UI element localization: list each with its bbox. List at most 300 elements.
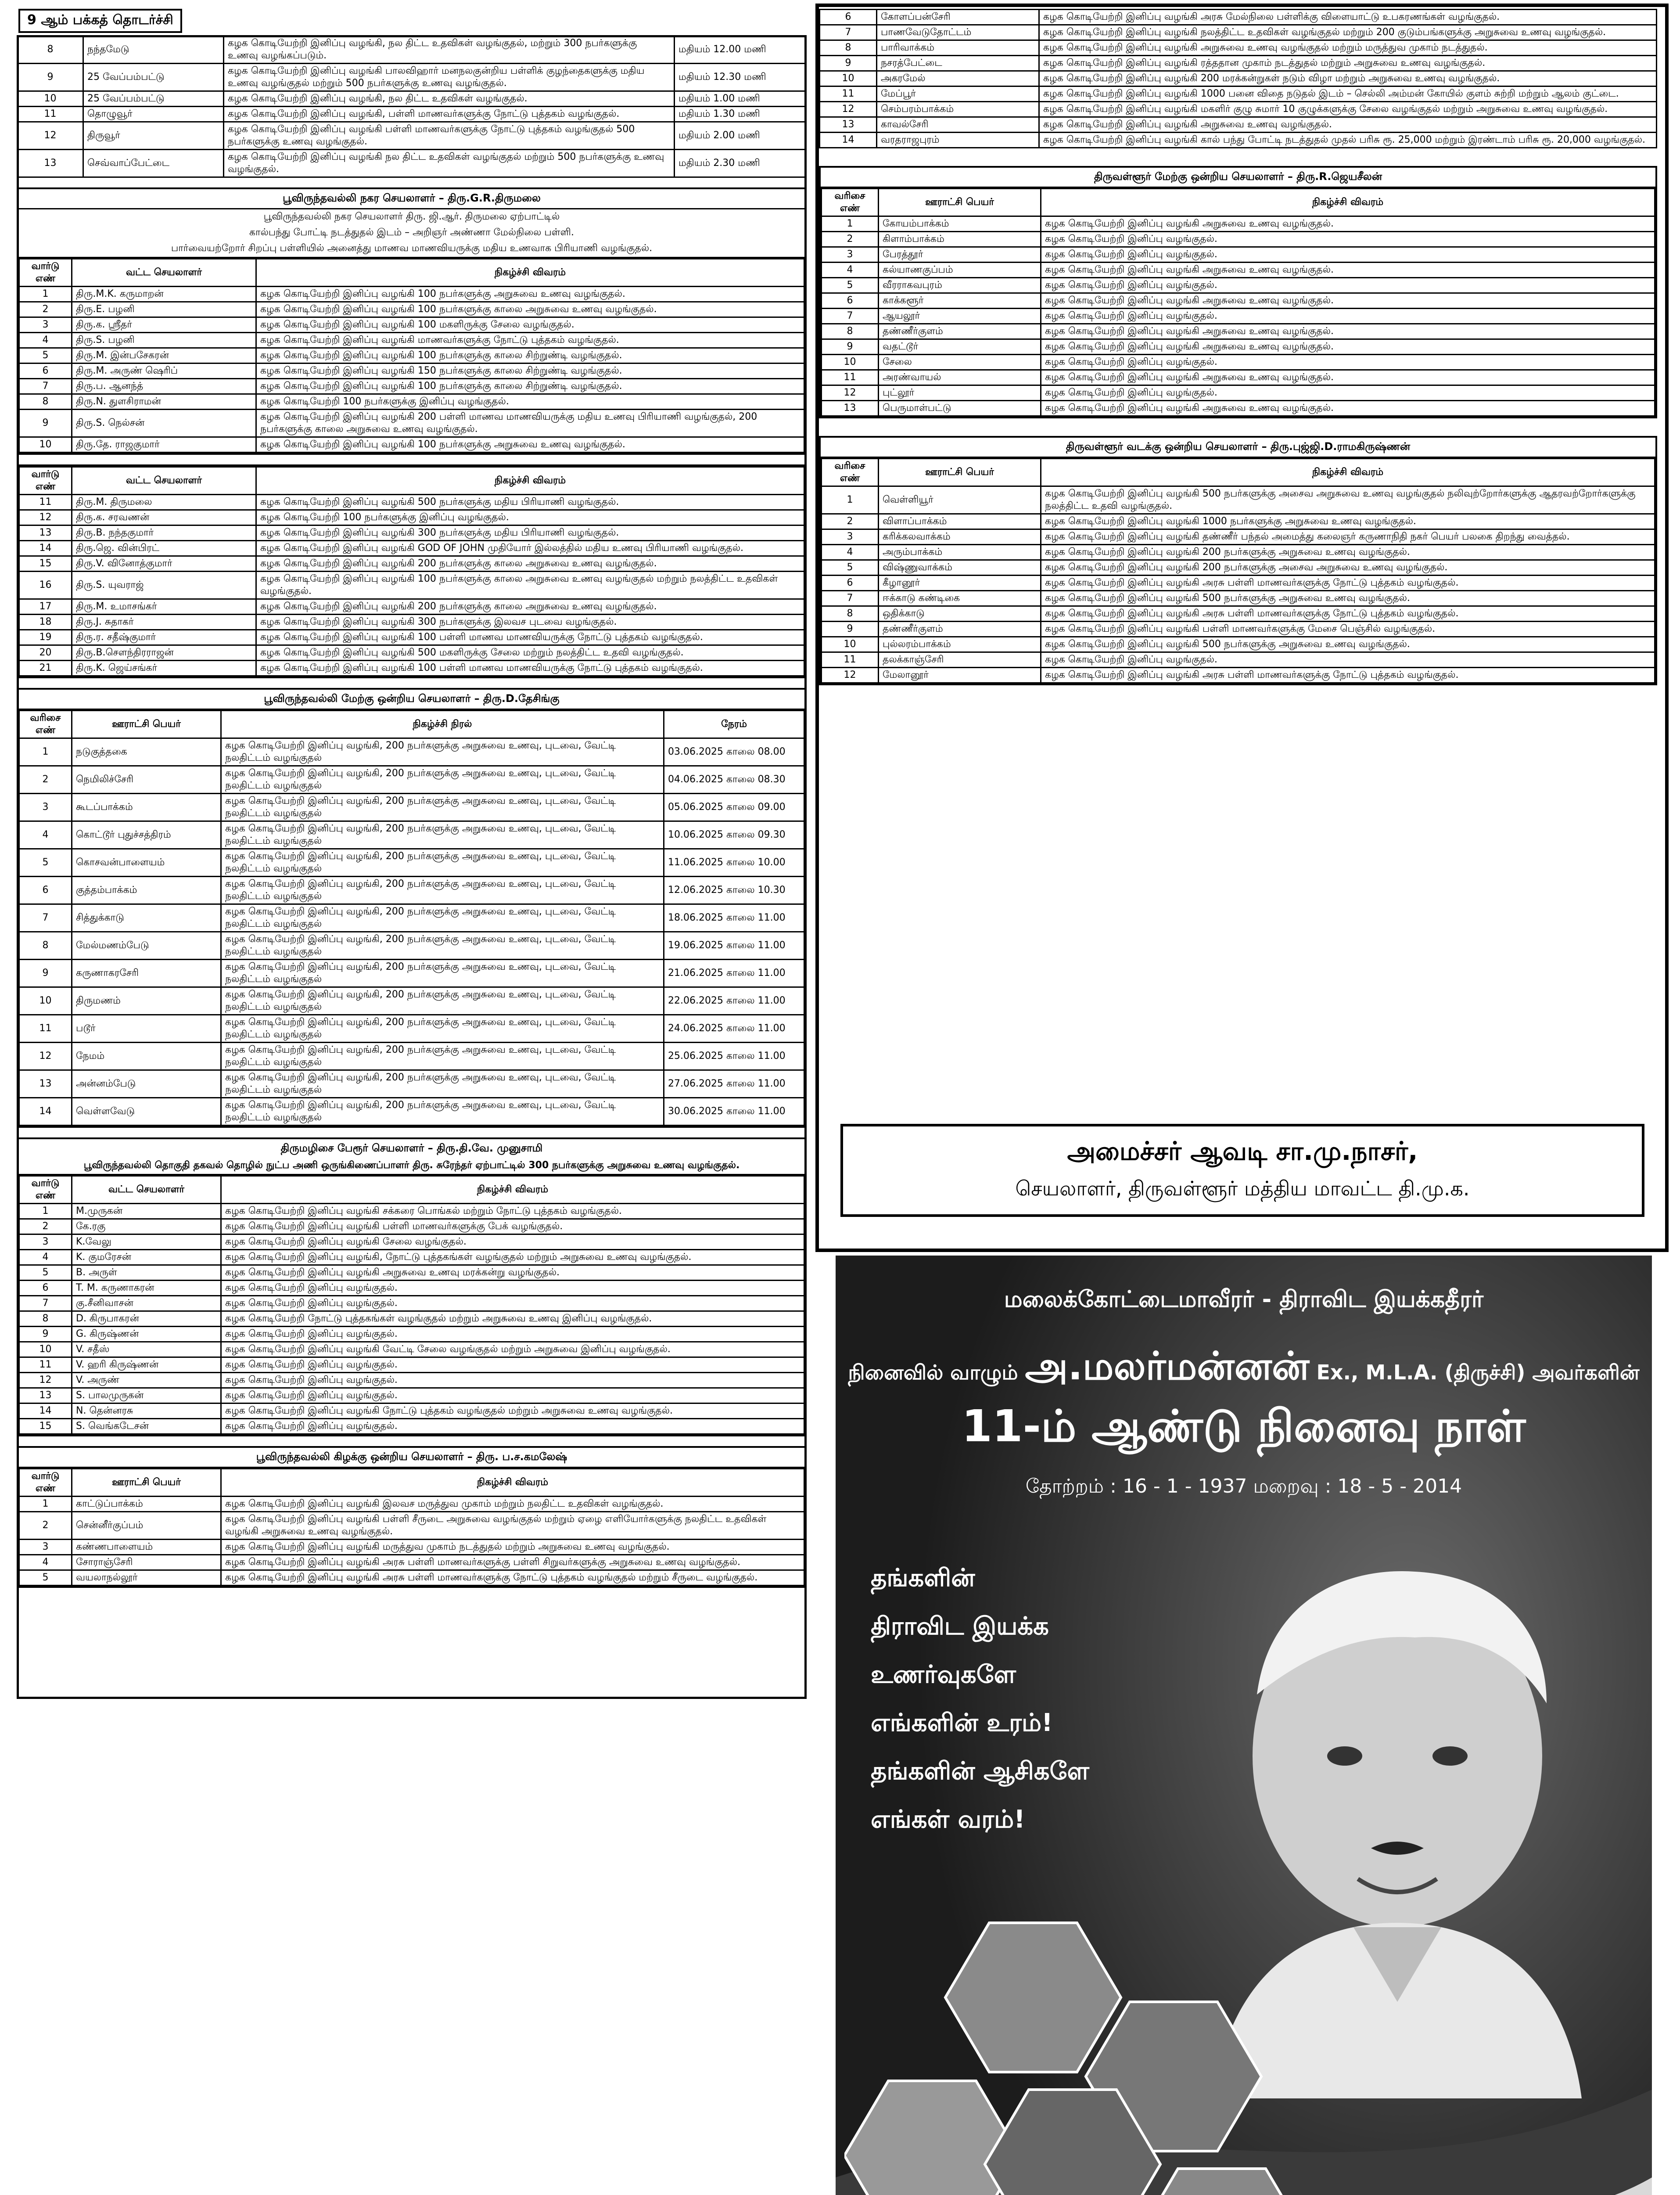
table-cell: கிளாம்பாக்கம் [879,232,1041,247]
table-row [822,232,1655,247]
col-header: வட்ட செயலாளர் [72,259,256,287]
table-cell: 03.06.2025 காலை 08.00 [664,738,804,766]
table-cell: படூர் [72,1015,221,1043]
table-cell: கழக கொடியேற்றி இனிப்பு வழங்குதல். [1041,385,1655,401]
table-row [18,64,806,91]
table-row [19,1296,804,1311]
table-row [19,437,804,453]
table-cell: 10 [822,355,879,370]
table-cell: கழக கொடியேற்றி இனிப்பு வழங்கி, 200 நபர்களுக்கு அறுசுவை உணவு, புடவை, வேட்டி நலதிட்டம் வழங்குதல் [221,877,664,904]
table-cell: 4 [19,1555,72,1570]
table-cell: திரு.J. சுதாகர் [72,615,256,630]
table-row [820,102,1657,117]
table-cell: கழக கொடியேற்றி 100 நபர்களுக்கு இனிப்பு வழங்குதல். [256,510,804,525]
table-cell: திரு.K. ஜெய்சங்கர் [72,661,256,676]
col-header: ஊராட்சி பெயர் [72,711,221,738]
col-header: வார்டு எண் [19,259,72,287]
table-row [820,10,1657,25]
table-row [822,637,1655,652]
ad-honoree-name: அ.மலர்மன்னன் [1025,1343,1310,1389]
section-wards-11-21 [17,464,807,678]
table-cell: பேரத்தூர் [879,247,1041,263]
table-row [19,410,804,437]
table-cell: 5 [19,1570,72,1586]
table-cell: கழக கொடியேற்றி இனிப்பு வழங்குதல். [221,1296,804,1311]
table-cell: கழக கொடியேற்றி இனிப்பு வழங்கி பள்ளி மாணவர்களுக்கு நோட்டு புத்தகம் வழங்குதல் 500 நபர்களுக்கு உணவு வழங்குதல். [224,122,675,150]
table-cell: 11 [18,107,83,122]
table-cell: கழக கொடியேற்றி இனிப்பு வழங்கி 500 மகளிருக்கு சேலை மற்றும் நலத்திட்ட உதவி வழங்குதல். [256,645,804,661]
table-cell: 22.06.2025 காலை 11.00 [664,987,804,1015]
table-cell: 5 [19,849,72,877]
table-cell: 7 [19,904,72,932]
table-cell: 3 [19,1234,72,1250]
table-cell: 6 [19,877,72,904]
table-row [19,379,804,394]
table-cell: சேலை [879,355,1041,370]
table-cell: கழக கொடியேற்றி இனிப்பு வழங்கி, 200 நபர்களுக்கு அறுசுவை உணவு, புடவை, வேட்டி நலதிட்டம் வழங்குதல் [221,849,664,877]
col-header: ஊராட்சி பெயர் [879,189,1041,216]
table-cell: கழக கொடியேற்றி இனிப்பு வழங்கி 100 நபர்களுக்கு காலை அறுசுவை உணவு வழங்குதல். [256,302,804,317]
table-cell: கழக கொடியேற்றி இனிப்பு வழங்கி 100 நபர்களுக்கு காலை சிற்றுண்டி வழங்குதல். [256,348,804,363]
table-row [19,287,804,302]
table-cell: கொசவன்பாளையம் [72,849,221,877]
table-cell: தலக்காஞ்சேரி [879,652,1041,668]
table-cell: B. அருள் [72,1265,221,1281]
table-cell: 5 [19,348,72,363]
table-cell: கழக கொடியேற்றி இனிப்பு வழங்கி 200 நபர்களுக்கு காலை அறுசுவை உணவு வழங்குதல். [256,556,804,572]
table-cell: கழக கொடியேற்றி 100 நபர்களுக்கு இனிப்பு வழங்குதல். [256,394,804,410]
table-cell: மதியம் 12.30 மணி [675,64,806,91]
table-cell: 9 [18,64,83,91]
table-row [822,606,1655,622]
table-cell: கழக கொடியேற்றி நோட்டு புத்தகங்கள் வழங்குதல் மற்றும் அறுசுவை உணவு இனிப்பு வழங்குதல். [221,1311,804,1327]
table-cell: 17 [19,599,72,615]
table-cell: கழக கொடியேற்றி இனிப்பு வழங்கி 200 மரக்கன்றுகள் நடும் விழா மற்றும் அறுசுவை உணவு வழங்குதல். [1039,71,1657,86]
table-cell: 13 [822,401,879,416]
table-cell: சித்துக்காடு [72,904,221,932]
poem-line: உணர்வுகளே [871,1660,1016,1689]
table-cell: 14 [19,541,72,556]
table-cell: கழக கொடியேற்றி இனிப்பு வழங்கி 500 நபர்களுக்கு அசைவ அறுசுவை உணவு வழங்குதல் நலிவுற்றோர்களுக்கு ஆதரவற்றோர்களுக்கு நலத்திட்ட உதவி வழங்குதல். [1041,486,1655,514]
table-cell: மதியம் 2.00 மணி [675,122,806,150]
table-cell: காக்களூர் [879,293,1041,309]
table-row [820,71,1657,86]
table-cell: 8 [822,324,879,339]
table-cell: D. கிருபாகரன் [72,1311,221,1327]
table-cell: 7 [822,591,879,606]
table-cell: கழக கொடியேற்றி இனிப்பு வழங்கி அறுசுவை உணவு வழங்குதல். [1041,339,1655,355]
table-cell: ஒதிக்காடு [879,606,1041,622]
table-row [19,1311,804,1327]
table-row [19,333,804,348]
table-cell: கருணாகரசேரி [72,960,221,987]
col-header: நிகழ்ச்சி விவரம் [256,259,804,287]
table-cell: திரு.E. பழனி [72,302,256,317]
ad-line-2c: Ex., M.L.A. (திருச்சி) அவர்களின் [1316,1360,1640,1384]
table-cell: 5 [822,560,879,576]
table-cell: 9 [822,622,879,637]
table-cell: கழக கொடியேற்றி இனிப்பு வழங்கி பள்ளி சீருடை அறுசுவை வழங்குதல் மற்றும் ஏழை எளியோர்களுக்கு நலதிட்ட உதவிகள் வழங்கி அறுசுவை உணவு வழங்குதல். [221,1512,804,1540]
table-cell: கோளப்பன்சேரி [877,10,1039,25]
section-east-union [17,1446,807,1588]
section-title: பூவிருந்தவல்லி நகர செயலாளர் – திரு.G.R.திருமலை [18,189,805,209]
table-cell: செம்பரம்பாக்கம் [877,102,1039,117]
table-cell: கழக கொடியேற்றி இனிப்பு வழங்கி பாலவிஹார் மனநலகுன்றிய பள்ளிக் குழந்தைகளுக்கு மதிய உணவு வழங்குதல் மற்றும் 500 நபர்களுக்கு உணவு வழங்குதல். [224,64,675,91]
table-cell: கழக கொடியேற்றி இனிப்பு வழங்கி, நல திட்ட உதவிகள் வழங்குதல், மற்றும் 300 நபர்களுக்கு உணவு வழங்கப்படும். [224,36,675,64]
table-cell: கழக கொடியேற்றி இனிப்பு வழங்குதல். [221,1327,804,1342]
table-cell: மதியம் 1.00 மணி [675,91,806,107]
table-cell: ஆயலூர் [879,309,1041,324]
table-cell: 10 [19,987,72,1015]
panchayat-table [821,458,1655,684]
table-row [19,661,804,676]
ward-table [18,466,805,676]
table-row [18,107,806,122]
table-cell: 13 [18,150,83,177]
table-cell: திரு.N. துளசிராமன் [72,394,256,410]
table-cell: 12.06.2025 காலை 10.30 [664,877,804,904]
table-row [822,385,1655,401]
table-cell: 10 [822,637,879,652]
table-cell: 5 [822,278,879,293]
table-cell: 1 [822,216,879,232]
table-row [19,849,804,877]
table-cell: 25 வேப்பம்பட்டு [83,91,224,107]
table-cell: கழக கொடியேற்றி இனிப்பு வழங்கி அரசு பள்ளி மாணவர்களுக்கு நோட்டு புத்தகம் வழங்குதல். [1041,606,1655,622]
section-title: பூவிருந்தவல்லி மேற்கு ஒன்றிய செயலாளர் – திரு.D.தேசிங்கு [18,690,805,710]
col-header: நிகழ்ச்சி விவரம் [221,1176,804,1204]
table-row [19,348,804,363]
table-cell: மதியம் 1.30 மணி [675,107,806,122]
table-cell: மதியம் 2.30 மணி [675,150,806,177]
table-row [19,1265,804,1281]
table-cell: 8 [19,932,72,960]
table-cell: கழக கொடியேற்றி இனிப்பு வழங்கி அறுசுவை உணவு மரக்கன்று வழங்குதல். [221,1265,804,1281]
table-cell: அரண்வாயல் [879,370,1041,385]
table-cell: கொட்டூர் புதுச்சத்திரம் [72,821,221,849]
table-row [19,541,804,556]
schedule-table-continued [819,9,1657,148]
table-cell: கழக கொடியேற்றி இனிப்பு வழங்கி 200 நபர்களுக்கு காலை அறுசுவை உணவு வழங்குதல். [256,599,804,615]
table-cell: 05.06.2025 காலை 09.00 [664,794,804,821]
table-row [19,1373,804,1388]
table-cell: 2 [822,232,879,247]
table-cell: கழக கொடியேற்றி இனிப்பு வழங்குதல். [1041,309,1655,324]
table-cell: 3 [822,247,879,263]
col-header: நிகழ்ச்சி விவரம் [221,1469,804,1497]
table-cell: 14 [820,133,877,148]
table-row [19,1043,804,1070]
ad-line-2 [836,1343,1652,1394]
col-header: நிகழ்ச்சி விவரம் [256,467,804,495]
table-cell: 12 [19,1043,72,1070]
table-row [822,486,1655,514]
table-cell: கழக கொடியேற்றி இனிப்பு வழங்கி, 200 நபர்களுக்கு அறுசுவை உணவு, புடவை, வேட்டி நலதிட்டம் வழங்குதல் [221,738,664,766]
table-cell: திரு.க. ஸ்ரீதர் [72,317,256,333]
col-header: வார்டு எண் [19,1469,72,1497]
table-row [19,1070,804,1098]
table-cell: 12 [820,102,877,117]
table-cell: கழக கொடியேற்றி இனிப்பு வழங்கி அரசு பள்ளி மாணவர்களுக்கு நோட்டு புத்தகம் வழங்குதல். [1041,576,1655,591]
table-row [822,309,1655,324]
col-header: ஊராட்சி பெயர் [72,1469,221,1497]
ward-table [18,258,805,453]
ad-line-2a: நினைவில் வாழும் [848,1360,1018,1384]
table-cell: 1 [822,486,879,514]
table-row [822,247,1655,263]
table-row [19,1512,804,1540]
table-cell: திரு.M. அருண் ஷெரிப் [72,363,256,379]
col-header: நேரம் [664,711,804,738]
table-cell: 13 [19,1388,72,1403]
table-row [822,339,1655,355]
table-cell: கழக கொடியேற்றி இனிப்பு வழங்கி கால் பந்து போட்டி நடத்துதல் முதல் பரிசு ரூ. 25,000 மற்றும் இரண்டாம் பரிசு ரூ. 20,000 வழங்குதல். [1039,133,1657,148]
table-row [19,556,804,572]
table-cell: காவல்சேரி [877,117,1039,133]
table-cell: கழக கொடியேற்றி இனிப்பு வழங்கி GOD OF JOHN முதியோர் இல்லத்தில் மதிய உணவு பிரியாணி வழங்குதல். [256,541,804,556]
table-cell: 3 [822,529,879,545]
table-cell: 25.06.2025 காலை 11.00 [664,1043,804,1070]
table-cell: S. பாலமுருகன் [72,1388,221,1403]
table-row [19,363,804,379]
table-cell: 14 [19,1403,72,1419]
table-cell: வதட்டூர் [879,339,1041,355]
col-header: நிகழ்ச்சி நிரல் [221,711,664,738]
table-cell: கழக கொடியேற்றி இனிப்பு வழங்கி 200 நபர்களுக்கு அறுசுவை உணவு வழங்குதல். [1041,545,1655,560]
table-cell: 4 [19,333,72,348]
table-cell: கழக கொடியேற்றி இனிப்பு வழங்கி அறுசுவை உணவு வழங்குதல். [1041,293,1655,309]
table-row [19,1098,804,1126]
col-header: வட்ட செயலாளர் [72,1176,221,1204]
table-cell: சென்னீர்குப்பம் [72,1512,221,1540]
table-cell: கழக கொடியேற்றி இனிப்பு வழங்கி அரசு மேல்நிலை பள்ளிக்கு விளையாட்டு உபகரணங்கள் வழங்குதல். [1039,10,1657,25]
table-cell: 13 [820,117,877,133]
table-row [19,1219,804,1234]
table-cell: 18 [19,615,72,630]
table-row [19,525,804,541]
table-row [19,1281,804,1296]
table-row [19,794,804,821]
table-cell: 2 [822,514,879,529]
table-cell: 16 [19,572,72,599]
table-row [19,987,804,1015]
table-cell: V. அருண் [72,1373,221,1388]
table-cell: 3 [19,794,72,821]
table-cell: கழக கொடியேற்றி இனிப்பு வழங்கி, நோட்டு புத்தகங்கள் வழங்குதல் மற்றும் அறுசுவை உணவு வழங்குதல். [221,1250,804,1265]
ad-line-1: மலைக்கோட்டைமாவீரர் - திராவிட இயக்கதீரர் [1004,1286,1484,1313]
table-row [19,1234,804,1250]
table-cell: கழக கொடியேற்றி இனிப்பு வழங்கி 150 நபர்களுக்கு காலை சிற்றுண்டி வழங்குதல். [256,363,804,379]
table-cell: கழக கொடியேற்றி இனிப்பு வழங்கி 1000 நபர்களுக்கு அறுசுவை உணவு வழங்குதல். [1041,514,1655,529]
table-row [18,36,806,64]
table-cell: திரு.M. திருமலை [72,495,256,510]
poem-line: திராவிட இயக்க [871,1612,1049,1641]
table-cell: கழக கொடியேற்றி இனிப்பு வழங்கி அரசு பள்ளி மாணவர்களுக்கு நோட்டு புத்தகம் வழங்குதல் மற்றும் சீருடை வழங்குதல். [221,1570,804,1586]
table-cell: 7 [19,1296,72,1311]
table-cell: கழக கொடியேற்றி இனிப்பு வழங்கி பள்ளி மாணவர்களுக்கு மேசை பெஞ்சில் வழங்குதல். [1041,622,1655,637]
table-row [822,591,1655,606]
table-cell: 10.06.2025 காலை 09.30 [664,821,804,849]
photo-collage-hexagons [844,1914,1371,2195]
table-cell: கழக கொடியேற்றி இனிப்பு வழங்குதல். [1041,232,1655,247]
table-row [19,821,804,849]
table-cell: கழக கொடியேற்றி இனிப்பு வழங்கி 200 பள்ளி மாணவ மாணவியருக்கு மதிய உணவு பிரியாணி வழங்குதல், 200 நபர்களுக்கு காலை அறுசுவை உணவு வழங்குதல். [256,410,804,437]
table-cell: குத்தம்பாக்கம் [72,877,221,904]
table-cell: 8 [19,1311,72,1327]
table-cell: கழக கொடியேற்றி இனிப்பு வழங்கி சேலை வழங்குதல். [221,1234,804,1250]
table-cell: கல்யாணகுப்பம் [879,263,1041,278]
table-row [19,1540,804,1555]
table-cell: 7 [19,379,72,394]
section-line: பார்வையற்றோர் சிறப்பு பள்ளியில் அனைத்து மாணவ மாணவியருக்கு மதிய உணவாக பிரியாணி வழங்குதல். [18,241,805,258]
table-cell: அன்னம்பேடு [72,1070,221,1098]
table-row [19,1555,804,1570]
table-cell: 12 [822,668,879,683]
table-cell: திருவூர் [83,122,224,150]
table-cell: கழக கொடியேற்றி இனிப்பு வழங்கி, பள்ளி மாணவர்களுக்கு நோட்டு புத்தகம் வழங்குதல். [224,107,675,122]
table-cell: கழக கொடியேற்றி இனிப்பு வழங்கி சக்கரை பொங்கல் மற்றும் நோட்டு புத்தகம் வழங்குதல். [221,1204,804,1219]
section-subtitle: பூவிருந்தவல்லி தொகுதி தகவல் தொழில் நுட்ப அணி ஒருங்கிணைப்பாளர் திரு. சுரேந்தர் ஏற்பாட்டில் 300 நபர்களுக்கு அறுசுவை உணவு வழங்குதல். [18,1158,805,1175]
table-cell: ஈக்காடு கண்டிகை [879,591,1041,606]
table-cell: கழக கொடியேற்றி இனிப்பு வழங்கி 100 நபர்களுக்கு அறுசுவை உணவு வழங்குதல். [256,437,804,453]
table-cell: 21 [19,661,72,676]
table-row [19,960,804,987]
panchayat-table [821,188,1655,417]
col-header: வார்டு எண் [19,467,72,495]
table-row [19,1388,804,1403]
poem-line: தங்களின் ஆசிகளே [871,1757,1089,1785]
table-row [822,293,1655,309]
right-column [819,9,1657,685]
table-cell: K. குமரேசன் [72,1250,221,1265]
table-cell: கழக கொடியேற்றி இனிப்பு வழங்கி அரசு பள்ளி மாணவர்களுக்கு பள்ளி சிறுவர்களுக்கு அறுசுவை உணவு வழங்குதல். [221,1555,804,1570]
schedule-table-1 [17,35,807,178]
table-cell: 27.06.2025 காலை 11.00 [664,1070,804,1098]
table-cell: அகரமேல் [877,71,1039,86]
table-cell: கே.ரகு [72,1219,221,1234]
table-cell: 1 [19,287,72,302]
section-line: பூவிருந்தவல்லி நகர செயலாளர் திரு. ஜி.ஆர். திருமலை ஏற்பாட்டில் [263,211,560,222]
table-cell: திரு.M. உமாசங்கர் [72,599,256,615]
table-cell: திரு.M.K. கருமாறன் [72,287,256,302]
table-cell: பெருமாள்பட்டு [879,401,1041,416]
table-cell: 8 [19,394,72,410]
table-cell: கழக கொடியேற்றி இனிப்பு வழங்கி நலத்திட்ட உதவிகள் வழங்குதல் மற்றும் 200 குடும்பங்களுக்கு அறுசுவை உணவு வழங்குதல். [1039,25,1657,40]
table-cell: 15 [19,1419,72,1434]
table-cell: 2 [19,1219,72,1234]
table-cell: V. ஹரி கிருஷ்ணன் [72,1357,221,1373]
table-row [19,394,804,410]
table-cell: கீழானூர் [879,576,1041,591]
table-cell: வயலாநல்லூர் [72,1570,221,1586]
ad-dates: தோற்றம் : 16 - 1 - 1937 மறைவு : 18 - 5 - 2014 [1025,1475,1462,1497]
section-thiruvallur-west [819,166,1657,418]
table-cell: 6 [19,1281,72,1296]
table-cell: கழக கொடியேற்றி இனிப்பு வழங்கி இலவச மருத்துவ முகாம் மற்றும் நலதிட்ட உதவிகள் வழங்குதல். [221,1497,804,1512]
table-cell: திரு.S. பழனி [72,333,256,348]
table-cell: கூடப்பாக்கம் [72,794,221,821]
table-cell: செவ்வாப்பேட்டை [83,150,224,177]
table-cell: திரு.S. நெல்சன் [72,410,256,437]
table-row [19,645,804,661]
table-cell: கழக கொடியேற்றி இனிப்பு வழங்கி, 200 நபர்களுக்கு அறுசுவை உணவு, புடவை, வேட்டி நலதிட்டம் வழங்குதல் [221,960,664,987]
table-cell: கழக கொடியேற்றி இனிப்பு வழங்கி 500 நபர்களுக்கு அறுசுவை உணவு வழங்குதல். [1041,637,1655,652]
section-thirumazhisai [17,1137,807,1436]
continuation-tag: 9 ஆம் பக்கத் தொடர்ச்சி [18,9,182,33]
col-header: ஊராட்சி பெயர் [879,459,1041,486]
table-cell: 4 [19,821,72,849]
section-title: திருமழிசை பேரூர் செயலாளர் – திரு.தி.வே. முனுசாமி [280,1142,543,1154]
table-row [19,1327,804,1342]
table-cell: 20 [19,645,72,661]
table-cell: கழக கொடியேற்றி இனிப்பு வழங்குதல். [1041,247,1655,263]
table-cell: கழக கொடியேற்றி இனிப்பு வழங்கி அறுசுவை உணவு வழங்குதல் மற்றும் மருத்துவ முகாம் நடத்துதல். [1039,40,1657,56]
table-row [19,738,804,766]
table-cell: கரிக்கலவாக்கம் [879,529,1041,545]
table-cell: கழக கொடியேற்றி இனிப்பு வழங்கி நோட்டு புத்தகம் வழங்குதல் மற்றும் அறுசுவை உணவு வழங்குதல். [221,1403,804,1419]
table-cell: 04.06.2025 காலை 08.30 [664,766,804,794]
table-cell: 21.06.2025 காலை 11.00 [664,960,804,987]
table-cell: தண்ணீர்குளம் [879,622,1041,637]
table-row [19,1015,804,1043]
table-row [820,117,1657,133]
table-cell: கழக கொடியேற்றி இனிப்பு வழங்கி 300 நபர்களுக்கு மதிய பிரியாணி வழங்குதல். [256,525,804,541]
table-cell: 9 [19,410,72,437]
table-cell: கழக கொடியேற்றி இனிப்பு வழங்கி 500 நபர்களுக்கு அறுசுவை உணவு வழங்குதல். [1041,591,1655,606]
table-cell: 2 [19,302,72,317]
table-cell: கழக கொடியேற்றி இனிப்பு வழங்கி, 200 நபர்களுக்கு அறுசுவை உணவு, புடவை, வேட்டி நலதிட்டம் வழங்குதல் [221,904,664,932]
table-cell: திரு.தே. ராஜகுமார் [72,437,256,453]
table-cell: திருமணம் [72,987,221,1015]
table-cell: கழக கொடியேற்றி இனிப்பு வழங்கி 100 பள்ளி மாணவ மாணவியருக்கு நோட்டு புத்தகம் வழங்குதல். [256,661,804,676]
table-cell: 11 [19,495,72,510]
table-cell: 5 [19,1265,72,1281]
ward-table [18,1175,805,1435]
table-cell: பாணவேடுதோட்டம் [877,25,1039,40]
table-cell: 3 [19,317,72,333]
table-cell: 19.06.2025 காலை 11.00 [664,932,804,960]
table-row [822,622,1655,637]
table-cell: கழக கொடியேற்றி இனிப்பு வழங்குதல். [221,1419,804,1434]
table-cell: 2 [19,1512,72,1540]
poem-line: எங்கள் வரம்! [871,1805,1025,1834]
table-cell: 1 [19,738,72,766]
minister-signoff [840,1124,1644,1217]
table-row [19,1250,804,1265]
table-cell: கழக கொடியேற்றி இனிப்பு வழங்கி ரத்ததான முகாம் நடத்துதல் மற்றும் அறுசுவை உணவு வழங்குதல். [1039,56,1657,71]
table-cell: கழக கொடியேற்றி இனிப்பு வழங்கி மருத்துவ முகாம் நடத்துதல் மற்றும் அறுசுவை உணவு வழங்குதல். [221,1540,804,1555]
table-cell: கழக கொடியேற்றி இனிப்பு வழங்கி அறுசுவை உணவு வழங்குதல். [1039,117,1657,133]
table-cell: நடுகுத்தகை [72,738,221,766]
table-row [820,40,1657,56]
table-cell: கு.சீனிவாசன் [72,1296,221,1311]
table-cell: 12 [19,1373,72,1388]
table-cell: 8 [822,606,879,622]
table-cell: கழக கொடியேற்றி இனிப்பு வழங்கி, 200 நபர்களுக்கு அறுசுவை உணவு, புடவை, வேட்டி நலதிட்டம் வழங்குதல் [221,1043,664,1070]
table-row [822,668,1655,683]
table-cell: கழக கொடியேற்றி இனிப்பு வழங்குதல். [1041,652,1655,668]
table-cell: 2 [19,766,72,794]
table-cell: வீரராகவபுரம் [879,278,1041,293]
table-cell: கழக கொடியேற்றி இனிப்பு வழங்கி, 200 நபர்களுக்கு அறுசுவை உணவு, புடவை, வேட்டி நலதிட்டம் வழங்குதல் [221,821,664,849]
table-cell: நசரத்பேட்டை [877,56,1039,71]
table-row [822,529,1655,545]
table-cell: கழக கொடியேற்றி இனிப்பு வழங்கி அறுசுவை உணவு வழங்குதல். [1041,216,1655,232]
table-cell: கழக கொடியேற்றி இனிப்பு வழங்கி, 200 நபர்களுக்கு அறுசுவை உணவு, புடவை, வேட்டி நலதிட்டம் வழங்குதல் [221,1015,664,1043]
table-row [822,545,1655,560]
col-header: நிகழ்ச்சி விவரம் [1041,459,1655,486]
table-cell: 11.06.2025 காலை 10.00 [664,849,804,877]
